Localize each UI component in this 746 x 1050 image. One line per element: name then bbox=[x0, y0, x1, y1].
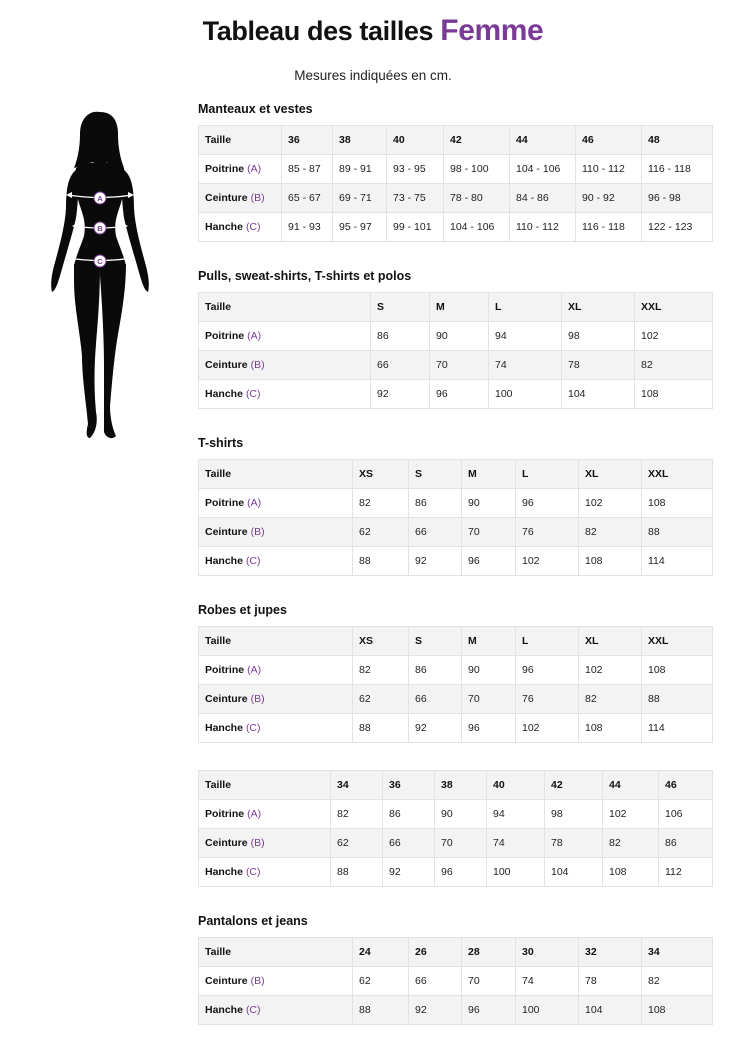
size-cell: 32 bbox=[579, 938, 642, 967]
value-cell: 70 bbox=[462, 967, 516, 996]
row-code: (B) bbox=[250, 526, 265, 538]
value-cell: 100 bbox=[516, 996, 579, 1025]
value-cell: 92 bbox=[409, 996, 462, 1025]
row-label-text: Ceinture bbox=[205, 693, 248, 705]
value-cell: 66 bbox=[383, 829, 435, 858]
value-cell: 84 - 86 bbox=[510, 184, 576, 213]
table-header-row bbox=[199, 771, 713, 800]
woman-silhouette-icon bbox=[42, 106, 154, 442]
row-label-text: Hanche bbox=[205, 1004, 243, 1016]
size-table-manteaux bbox=[198, 125, 713, 242]
size-cell: M bbox=[430, 293, 489, 322]
size-cell: XS bbox=[353, 460, 409, 489]
row-label bbox=[199, 800, 331, 829]
table-header-row bbox=[199, 126, 713, 155]
table-header-row bbox=[199, 938, 713, 967]
value-cell: 108 bbox=[579, 714, 642, 743]
value-cell: 92 bbox=[409, 547, 462, 576]
value-cell: 66 bbox=[371, 351, 430, 380]
value-cell: 94 bbox=[489, 322, 562, 351]
value-cell: 96 bbox=[462, 547, 516, 576]
table-row bbox=[199, 518, 713, 547]
row-code: (A) bbox=[247, 330, 262, 342]
size-cell: S bbox=[409, 627, 462, 656]
value-cell: 102 bbox=[603, 800, 659, 829]
value-cell: 108 bbox=[642, 996, 713, 1025]
size-cell: 36 bbox=[383, 771, 435, 800]
size-cell: 44 bbox=[603, 771, 659, 800]
header-cell: Taille bbox=[199, 293, 371, 322]
size-cell: XXL bbox=[635, 293, 713, 322]
table-row bbox=[199, 858, 713, 887]
value-cell: 96 bbox=[516, 489, 579, 518]
table-header-row bbox=[199, 460, 713, 489]
value-cell: 66 bbox=[409, 518, 462, 547]
value-cell: 110 - 112 bbox=[510, 213, 576, 242]
value-cell: 82 bbox=[642, 967, 713, 996]
row-code: (A) bbox=[247, 808, 262, 820]
row-label bbox=[199, 380, 371, 409]
table-header-row bbox=[199, 293, 713, 322]
value-cell: 62 bbox=[331, 829, 383, 858]
table-row bbox=[199, 685, 713, 714]
value-cell: 98 bbox=[545, 800, 603, 829]
size-cell: 30 bbox=[516, 938, 579, 967]
value-cell: 78 bbox=[545, 829, 603, 858]
size-cell: 44 bbox=[510, 126, 576, 155]
value-cell: 96 bbox=[462, 996, 516, 1025]
row-label bbox=[199, 967, 353, 996]
size-table-pulls bbox=[198, 292, 713, 409]
size-cell: XL bbox=[579, 627, 642, 656]
row-label-text: Ceinture bbox=[205, 837, 248, 849]
header-cell: Taille bbox=[199, 460, 353, 489]
value-cell: 90 bbox=[462, 656, 516, 685]
value-cell: 85 - 87 bbox=[282, 155, 333, 184]
value-cell: 94 bbox=[487, 800, 545, 829]
table-row bbox=[199, 351, 713, 380]
row-code: (B) bbox=[250, 359, 265, 371]
table-row bbox=[199, 213, 713, 242]
value-cell: 104 bbox=[545, 858, 603, 887]
size-cell: 46 bbox=[659, 771, 713, 800]
value-cell: 74 bbox=[487, 829, 545, 858]
row-label-text: Hanche bbox=[205, 722, 243, 734]
value-cell: 82 bbox=[331, 800, 383, 829]
value-cell: 82 bbox=[353, 489, 409, 518]
size-cell: 28 bbox=[462, 938, 516, 967]
value-cell: 90 bbox=[430, 322, 489, 351]
value-cell: 78 bbox=[579, 967, 642, 996]
size-table-robes bbox=[198, 626, 713, 743]
marker-b-label: B bbox=[97, 224, 103, 233]
value-cell: 122 - 123 bbox=[642, 213, 713, 242]
value-cell: 86 bbox=[659, 829, 713, 858]
value-cell: 104 - 106 bbox=[510, 155, 576, 184]
table-row bbox=[199, 155, 713, 184]
value-cell: 74 bbox=[489, 351, 562, 380]
value-cell: 92 bbox=[409, 714, 462, 743]
value-cell: 86 bbox=[383, 800, 435, 829]
value-cell: 86 bbox=[371, 322, 430, 351]
size-table-numeric bbox=[198, 770, 713, 887]
value-cell: 91 - 93 bbox=[282, 213, 333, 242]
value-cell: 62 bbox=[353, 967, 409, 996]
value-cell: 92 bbox=[383, 858, 435, 887]
value-cell: 96 bbox=[462, 714, 516, 743]
row-label-text: Ceinture bbox=[205, 359, 248, 371]
value-cell: 96 bbox=[430, 380, 489, 409]
table-header-row bbox=[199, 627, 713, 656]
value-cell: 74 bbox=[516, 967, 579, 996]
table-row bbox=[199, 967, 713, 996]
size-cell: 36 bbox=[282, 126, 333, 155]
value-cell: 88 bbox=[353, 547, 409, 576]
size-cell: S bbox=[371, 293, 430, 322]
page-title-main: Tableau des tailles bbox=[202, 16, 434, 46]
table-row bbox=[199, 829, 713, 858]
value-cell: 96 bbox=[435, 858, 487, 887]
row-label bbox=[199, 829, 331, 858]
row-label bbox=[199, 351, 371, 380]
row-code: (A) bbox=[247, 497, 262, 509]
row-label bbox=[199, 155, 282, 184]
value-cell: 102 bbox=[516, 547, 579, 576]
size-cell: L bbox=[489, 293, 562, 322]
table-row bbox=[199, 489, 713, 518]
size-cell: 38 bbox=[435, 771, 487, 800]
row-label bbox=[199, 714, 353, 743]
value-cell: 116 - 118 bbox=[642, 155, 713, 184]
value-cell: 90 bbox=[435, 800, 487, 829]
size-cell: XS bbox=[353, 627, 409, 656]
marker-a-label: A bbox=[97, 194, 103, 203]
value-cell: 65 - 67 bbox=[282, 184, 333, 213]
row-label-text: Ceinture bbox=[205, 975, 248, 987]
size-cell: S bbox=[409, 460, 462, 489]
size-cell: M bbox=[462, 460, 516, 489]
row-label bbox=[199, 518, 353, 547]
header-cell: Taille bbox=[199, 126, 282, 155]
page-subtitle: Mesures indiquées en cm. bbox=[294, 68, 452, 83]
row-code: (A) bbox=[247, 163, 262, 175]
size-table-tshirts bbox=[198, 459, 713, 576]
value-cell: 90 bbox=[462, 489, 516, 518]
size-cell: 40 bbox=[487, 771, 545, 800]
row-label bbox=[199, 213, 282, 242]
size-cell: XXL bbox=[642, 627, 713, 656]
value-cell: 108 bbox=[642, 489, 713, 518]
value-cell: 82 bbox=[603, 829, 659, 858]
value-cell: 88 bbox=[642, 518, 713, 547]
table-row bbox=[199, 996, 713, 1025]
value-cell: 96 bbox=[516, 656, 579, 685]
row-code: (A) bbox=[247, 664, 262, 676]
value-cell: 82 bbox=[635, 351, 713, 380]
value-cell: 96 - 98 bbox=[642, 184, 713, 213]
row-code: (C) bbox=[245, 722, 261, 734]
value-cell: 88 bbox=[642, 685, 713, 714]
row-label bbox=[199, 322, 371, 351]
row-label bbox=[199, 685, 353, 714]
value-cell: 104 - 106 bbox=[444, 213, 510, 242]
size-table-pantalons bbox=[198, 937, 713, 1025]
row-label bbox=[199, 996, 353, 1025]
value-cell: 102 bbox=[579, 489, 642, 518]
row-label-text: Hanche bbox=[205, 555, 243, 567]
row-label-text: Hanche bbox=[205, 221, 243, 233]
value-cell: 104 bbox=[579, 996, 642, 1025]
size-cell: 38 bbox=[333, 126, 387, 155]
row-label bbox=[199, 184, 282, 213]
row-code: (C) bbox=[245, 1004, 261, 1016]
value-cell: 66 bbox=[409, 967, 462, 996]
section-title-robes: Robes et jupes bbox=[198, 603, 287, 617]
value-cell: 89 - 91 bbox=[333, 155, 387, 184]
value-cell: 100 bbox=[489, 380, 562, 409]
size-cell: 42 bbox=[444, 126, 510, 155]
value-cell: 70 bbox=[462, 685, 516, 714]
table-row bbox=[199, 714, 713, 743]
value-cell: 70 bbox=[435, 829, 487, 858]
value-cell: 88 bbox=[331, 858, 383, 887]
value-cell: 95 - 97 bbox=[333, 213, 387, 242]
value-cell: 93 - 95 bbox=[387, 155, 444, 184]
row-label-text: Ceinture bbox=[205, 526, 248, 538]
row-label-text: Ceinture bbox=[205, 192, 248, 204]
section-title-manteaux: Manteaux et vestes bbox=[198, 102, 313, 116]
value-cell: 98 - 100 bbox=[444, 155, 510, 184]
value-cell: 116 - 118 bbox=[576, 213, 642, 242]
value-cell: 69 - 71 bbox=[333, 184, 387, 213]
value-cell: 78 bbox=[562, 351, 635, 380]
value-cell: 62 bbox=[353, 685, 409, 714]
size-cell: 42 bbox=[545, 771, 603, 800]
value-cell: 88 bbox=[353, 714, 409, 743]
section-title-pantalons: Pantalons et jeans bbox=[198, 914, 308, 928]
value-cell: 62 bbox=[353, 518, 409, 547]
page-title-accent: Femme bbox=[440, 14, 544, 47]
row-code: (C) bbox=[245, 388, 261, 400]
value-cell: 88 bbox=[353, 996, 409, 1025]
value-cell: 76 bbox=[516, 685, 579, 714]
size-cell: 48 bbox=[642, 126, 713, 155]
size-cell: 24 bbox=[353, 938, 409, 967]
size-cell: 34 bbox=[642, 938, 713, 967]
value-cell: 108 bbox=[642, 656, 713, 685]
row-label bbox=[199, 858, 331, 887]
value-cell: 76 bbox=[516, 518, 579, 547]
row-code: (B) bbox=[250, 975, 265, 987]
size-cell: L bbox=[516, 460, 579, 489]
value-cell: 86 bbox=[409, 656, 462, 685]
size-cell: 46 bbox=[576, 126, 642, 155]
size-cell: M bbox=[462, 627, 516, 656]
marker-c-label: C bbox=[97, 257, 103, 266]
value-cell: 82 bbox=[353, 656, 409, 685]
row-code: (C) bbox=[245, 555, 261, 567]
value-cell: 112 bbox=[659, 858, 713, 887]
value-cell: 82 bbox=[579, 685, 642, 714]
size-cell: XL bbox=[579, 460, 642, 489]
section-title-pulls: Pulls, sweat-shirts, T-shirts et polos bbox=[198, 269, 412, 283]
value-cell: 70 bbox=[462, 518, 516, 547]
row-label bbox=[199, 656, 353, 685]
value-cell: 78 - 80 bbox=[444, 184, 510, 213]
table-row bbox=[199, 656, 713, 685]
row-label-text: Poitrine bbox=[205, 163, 245, 175]
value-cell: 82 bbox=[579, 518, 642, 547]
value-cell: 100 bbox=[487, 858, 545, 887]
value-cell: 99 - 101 bbox=[387, 213, 444, 242]
value-cell: 108 bbox=[603, 858, 659, 887]
table-row bbox=[199, 380, 713, 409]
value-cell: 66 bbox=[409, 685, 462, 714]
size-cell: 26 bbox=[409, 938, 462, 967]
row-code: (B) bbox=[250, 192, 265, 204]
row-label-text: Hanche bbox=[205, 388, 243, 400]
value-cell: 108 bbox=[579, 547, 642, 576]
value-cell: 70 bbox=[430, 351, 489, 380]
size-cell: L bbox=[516, 627, 579, 656]
value-cell: 90 - 92 bbox=[576, 184, 642, 213]
table-row bbox=[199, 800, 713, 829]
row-label bbox=[199, 547, 353, 576]
row-label-text: Poitrine bbox=[205, 808, 245, 820]
value-cell: 86 bbox=[409, 489, 462, 518]
value-cell: 110 - 112 bbox=[576, 155, 642, 184]
row-code: (C) bbox=[245, 221, 261, 233]
table-row bbox=[199, 547, 713, 576]
row-label-text: Poitrine bbox=[205, 497, 245, 509]
value-cell: 92 bbox=[371, 380, 430, 409]
value-cell: 108 bbox=[635, 380, 713, 409]
size-cell: 40 bbox=[387, 126, 444, 155]
value-cell: 114 bbox=[642, 714, 713, 743]
table-row bbox=[199, 184, 713, 213]
header-cell: Taille bbox=[199, 771, 331, 800]
row-code: (B) bbox=[250, 693, 265, 705]
value-cell: 98 bbox=[562, 322, 635, 351]
size-cell: XXL bbox=[642, 460, 713, 489]
table-row bbox=[199, 322, 713, 351]
page-title bbox=[0, 14, 746, 48]
value-cell: 104 bbox=[562, 380, 635, 409]
section-title-tshirts: T-shirts bbox=[198, 436, 244, 450]
row-label-text: Poitrine bbox=[205, 664, 245, 676]
value-cell: 102 bbox=[516, 714, 579, 743]
value-cell: 106 bbox=[659, 800, 713, 829]
row-code: (B) bbox=[250, 837, 265, 849]
row-label bbox=[199, 489, 353, 518]
header-cell: Taille bbox=[199, 938, 353, 967]
value-cell: 73 - 75 bbox=[387, 184, 444, 213]
row-label-text: Hanche bbox=[205, 866, 243, 878]
value-cell: 114 bbox=[642, 547, 713, 576]
row-label-text: Poitrine bbox=[205, 330, 245, 342]
row-code: (C) bbox=[245, 866, 261, 878]
header-cell: Taille bbox=[199, 627, 353, 656]
value-cell: 102 bbox=[635, 322, 713, 351]
value-cell: 102 bbox=[579, 656, 642, 685]
size-cell: XL bbox=[562, 293, 635, 322]
size-cell: 34 bbox=[331, 771, 383, 800]
